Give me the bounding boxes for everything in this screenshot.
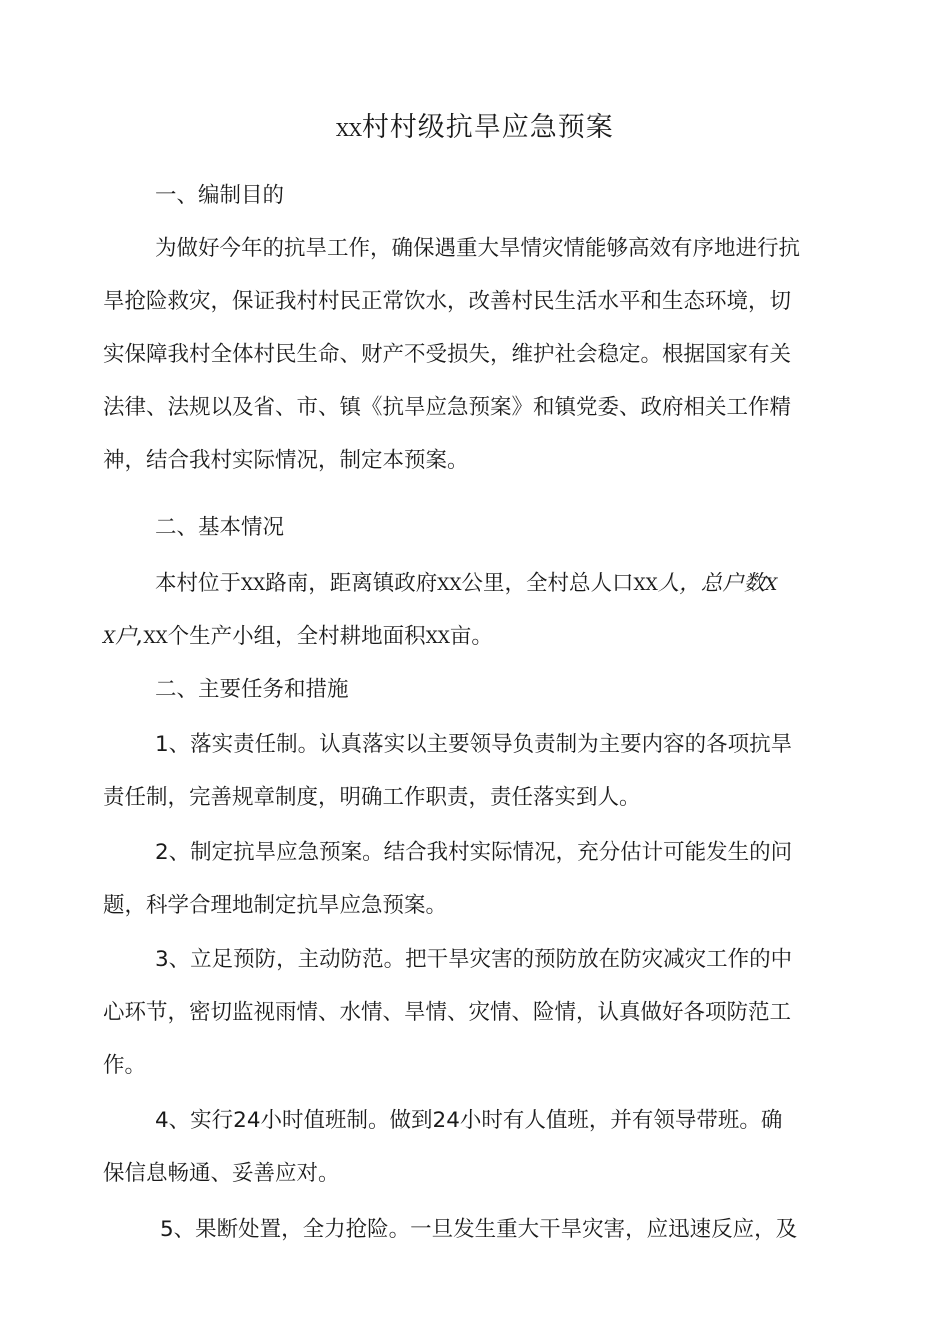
list-item-line: 心环节，密切监视雨情、水情、旱情、灾情、险情，认真做好各项防范工 xyxy=(103,1000,792,1025)
list-item-line: 1、落实责任制。认真落实以主要领导负责制为主要内容的各项抗旱 xyxy=(155,732,793,757)
title-main: 村村级抗旱应急预案 xyxy=(361,112,614,143)
title-prefix: XX xyxy=(336,120,362,141)
placeholder-x: X xyxy=(103,628,116,648)
list-item-line: 2、制定抗旱应急预案。结合我村实际情况，充分估计可能发生的问 xyxy=(155,840,793,865)
text-span: 路南，距离镇政府 xyxy=(265,571,438,596)
document-title xyxy=(0,108,950,151)
paragraph-line: 实保障我村全体村民生命、财产不受损失，维护社会稳定。根据国家有关 xyxy=(103,342,792,367)
list-item-line: 责任制，完善规章制度，明确工作职责，责任落实到人。 xyxy=(103,785,641,810)
placeholder-xx: XX xyxy=(425,628,450,648)
list-item-line: 3、立足预防，主动防范。把干旱灾害的预防放在防灾减灾工作的中 xyxy=(155,947,793,972)
text-span: 个生产小组，全村耕地面积 xyxy=(167,624,426,649)
placeholder-xx: XX xyxy=(437,575,462,595)
paragraph-line xyxy=(155,569,777,600)
placeholder-xx: XX xyxy=(143,628,168,648)
paragraph-line: 旱抢险救灾，保证我村村民正常饮水，改善村民生活水平和生态环境，切 xyxy=(103,289,792,314)
placeholder-x: X xyxy=(765,575,778,595)
list-item-line: 4、实行24小时值班制。做到24小时有人值班，并有领导带班。确 xyxy=(155,1108,783,1133)
text-span: 亩。 xyxy=(449,624,493,649)
paragraph-line: 法律、法规以及省、市、镇《抗旱应急预案》和镇党委、政府相关工作精 xyxy=(103,395,792,420)
text-span: 人，总户数 xyxy=(657,571,766,596)
list-item-line: 作。 xyxy=(103,1053,147,1078)
list-item-line: 题，科学合理地制定抗旱应急预案。 xyxy=(103,893,448,918)
section-heading-basics: 二、基本情况 xyxy=(155,515,285,540)
paragraph-line: 为做好今年的抗旱工作，确保遇重大旱情灾情能够高效有序地进行抗 xyxy=(155,236,801,261)
placeholder-xx: XX xyxy=(241,575,266,595)
paragraph-line: 神，结合我村实际情况，制定本预案。 xyxy=(103,448,469,473)
paragraph-line xyxy=(103,622,493,653)
placeholder-xx: XX xyxy=(633,575,658,595)
list-item-line: 保信息畅通、妥善应对。 xyxy=(103,1161,340,1186)
text-span: 户, xyxy=(115,624,144,649)
section-heading-tasks: 二、主要任务和措施 xyxy=(155,677,349,702)
list-item-line: 5、果断处置，全力抢险。一旦发生重大干旱灾害，应迅速反应，及 xyxy=(160,1217,798,1242)
text-span: 本村位于 xyxy=(155,571,242,596)
section-heading-purpose: 一、编制目的 xyxy=(155,183,285,208)
text-span: 公里，全村总人口 xyxy=(461,571,634,596)
